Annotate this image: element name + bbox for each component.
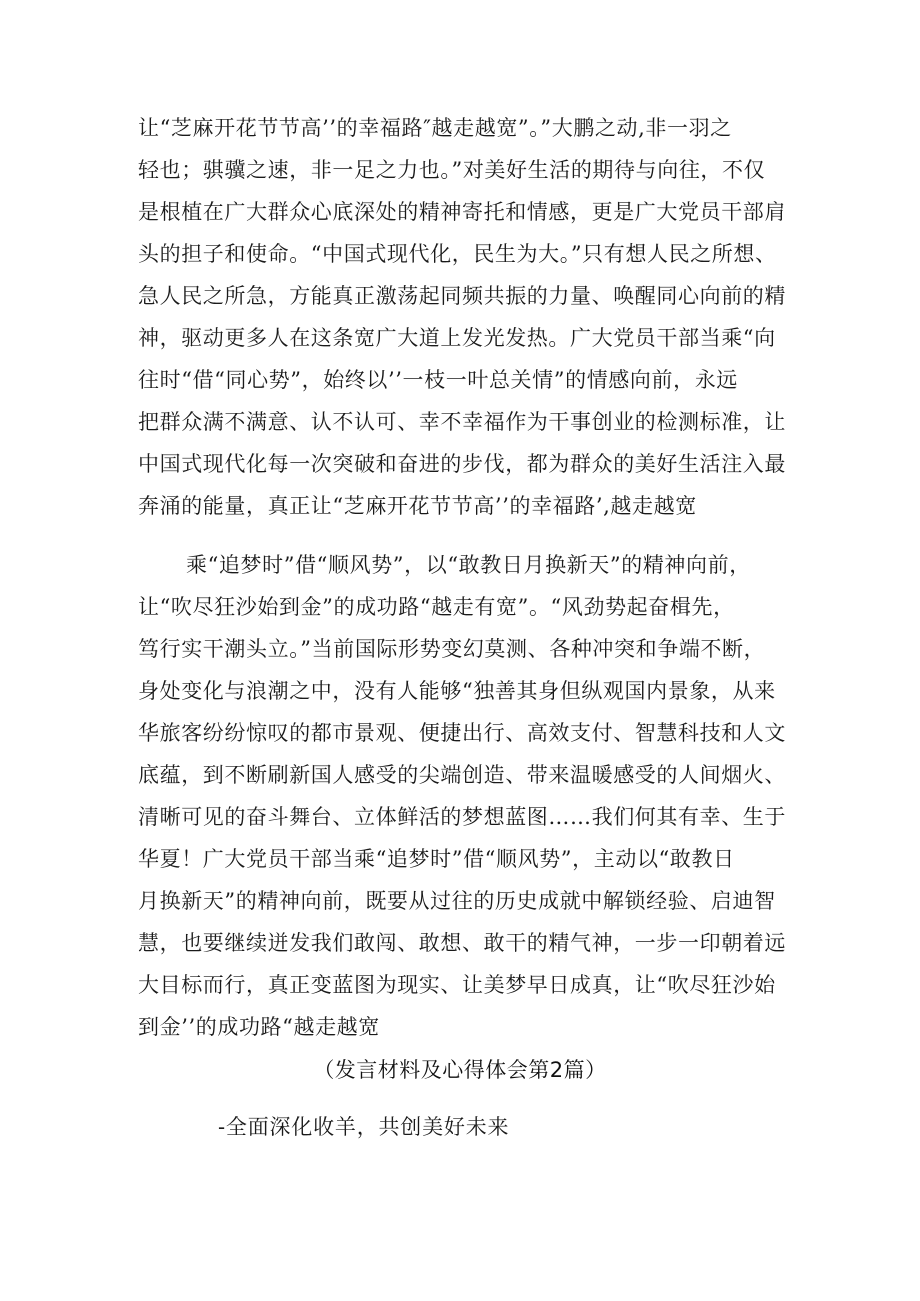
paragraph-line: 华旅客纷纷惊叹的都市景观、便捷出行、高效支付、智慧科技和人文 (138, 721, 786, 745)
paragraph-line: 到金’’的成功路“越走越宽 (138, 1015, 380, 1039)
paragraph-line: 轻也；骐骥之速，非一足之力也。”对美好生活的期待与向往，不仅 (138, 158, 766, 182)
paragraph-line: 大目标而行，真正变蓝图为现实、让美梦早日成真，让“吹尽狂沙始 (138, 973, 776, 997)
paragraph-line: 急人民之所急，方能真正激荡起同频共振的力量、唤醒同心向前的精 (138, 284, 786, 308)
paragraph-line: 让“芝麻开花节节高’’的幸福路″越走越宽”。”大鹏之动,非一羽之 (138, 116, 732, 140)
paragraph-line: 奔涌的能量，真正让“芝麻开花节节高’’的幸福路’,越走越宽 (138, 494, 697, 518)
paragraph-line: 月换新天”的精神向前，既要从过往的历史成就中解锁经验、启迪智 (138, 889, 776, 913)
section-heading: （发言材料及心得体会第2篇） (313, 1058, 607, 1082)
paragraph-line: 头的担子和使命。“中国式现代化，民生为大。”只有想人民之所想、 (138, 242, 777, 266)
paragraph-line: 让“吹尽狂沙始到金”的成功路“越走有宽”。“风劲势起奋楫先， (138, 595, 735, 619)
paragraph-line: 笃行实干潮头立。”当前国际形势变幻莫测、各种冲突和争端不断， (138, 637, 766, 661)
paragraph-line: 慧，也要继续迸发我们敢闯、敢想、敢干的精气神，一步一印朝着远 (138, 931, 786, 955)
paragraph-line: 是根植在广大群众心底深处的精神寄托和情感，更是广大党员干部肩 (138, 200, 786, 224)
paragraph-line: 把群众满不满意、认不认可、幸不幸福作为干事创业的检测标准，让 (138, 410, 786, 434)
paragraph-line: 乘“追梦时”借“顺风势”，以“敢教日月换新天”的精神向前， (186, 553, 751, 577)
paragraph-line: 身处变化与浪潮之中，没有人能够“独善其身但纵观国内景象，从来 (138, 679, 776, 703)
paragraph-line: 清晰可见的奋斗舞台、立体鲜活的梦想蓝图……我们何其有幸、生于 (138, 805, 786, 829)
paragraph-line: 底蕴，到不断刷新国人感受的尖端创造、带来温暖感受的人间烟火、 (138, 763, 786, 787)
article-subtitle: -全面深化收羊，共创美好未来 (218, 1115, 510, 1139)
paragraph-line: 往时“借“同心势”，始终以’’一枝一叶总关情”的情感向前，永远 (138, 368, 738, 392)
paragraph-line: 神，驱动更多人在这条宽广大道上发光发热。广大党员干部当乘“向 (138, 326, 776, 350)
paragraph-line: 华夏！广大党员干部当乘“追梦时”借“顺风势”，主动以“敢教日 (138, 847, 735, 871)
paragraph-line: 中国式现代化每一次突破和奋进的步伐，都为群众的美好生活注入最 (138, 452, 786, 476)
